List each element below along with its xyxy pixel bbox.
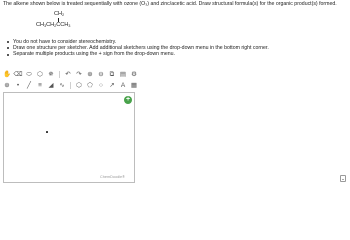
canvas-cursor-dot xyxy=(46,131,48,133)
instruction-item: Draw one structure per sketcher. Add additional sketchers using the drop-down menu in the bottom right corner. xyxy=(6,45,269,51)
zoom-out-icon[interactable]: ⊖ xyxy=(98,70,104,78)
add-sketcher-dropdown[interactable]: ⌄ xyxy=(341,176,345,181)
parent-sub-3: 3 xyxy=(68,24,71,28)
parent-chain xyxy=(36,22,70,29)
chain-icon[interactable]: ∿ xyxy=(59,81,65,89)
arrow-icon[interactable]: ↗ xyxy=(109,81,115,89)
ch2-group xyxy=(54,11,64,18)
wedge-bond-icon[interactable]: ◢ xyxy=(48,81,54,89)
zoom-in-icon[interactable]: ⊕ xyxy=(87,70,93,78)
cyclopentane-icon[interactable]: ⬠ xyxy=(87,81,93,89)
paste-icon[interactable]: ▤ xyxy=(119,70,127,78)
ch2-subscript: 2 xyxy=(62,13,65,17)
double-bond xyxy=(58,18,59,22)
periodic-table-icon[interactable]: ▦ xyxy=(130,81,138,89)
benzene-icon[interactable]: ⬡ xyxy=(76,81,82,89)
parent-sub-2: 2 xyxy=(54,24,57,28)
question-prompt: The alkene shown below is treated sequentially with ozone (O₃) and zinc/acetic acid. Draw structural formula(s) for the organic product(s) formed. xyxy=(3,1,337,7)
chemdoodle-watermark: ChemDoodle® xyxy=(100,175,125,179)
parent-part-3: CCH xyxy=(56,22,69,28)
element-text-icon[interactable]: A xyxy=(120,81,126,89)
atom-icon[interactable]: • xyxy=(16,81,20,89)
template-icon[interactable]: ⬡ xyxy=(37,70,43,78)
ring-icon[interactable]: ○ xyxy=(99,81,103,89)
redo-icon[interactable]: ↷ xyxy=(76,70,82,78)
lasso-icon[interactable]: ⬭ xyxy=(26,70,32,78)
sketcher-canvas[interactable] xyxy=(3,92,135,183)
undo-icon[interactable]: ↶ xyxy=(65,70,71,78)
parent-part-2: CH xyxy=(46,22,55,28)
settings-icon[interactable]: ⚙ xyxy=(131,70,137,78)
ch2-text: CH xyxy=(54,11,63,17)
erase-icon[interactable]: ⌫ xyxy=(13,70,23,78)
parent-sub-1: 3 xyxy=(44,24,47,28)
toolbar-divider xyxy=(70,82,71,89)
single-bond-icon[interactable]: ╱ xyxy=(27,81,31,89)
charge-icon[interactable]: ⊕ xyxy=(4,81,10,89)
copy-icon[interactable]: ⧉ xyxy=(109,70,115,78)
instruction-list xyxy=(6,39,269,58)
add-structure-button[interactable]: + xyxy=(125,96,131,103)
instruction-item: Separate multiple products using the + sign from the drop-down menu. xyxy=(6,51,269,57)
parent-part-1: CH xyxy=(36,22,45,28)
clean-icon[interactable]: ✵ xyxy=(48,70,54,78)
sketcher-toolbar-top xyxy=(3,70,138,79)
sketcher-toolbar-bottom xyxy=(3,81,138,90)
move-icon[interactable]: ✋ xyxy=(2,70,12,78)
double-bond-icon[interactable]: ≡ xyxy=(38,81,42,89)
instruction-item: You do not have to consider stereochemistry. xyxy=(6,39,269,45)
toolbar-divider xyxy=(59,71,60,78)
